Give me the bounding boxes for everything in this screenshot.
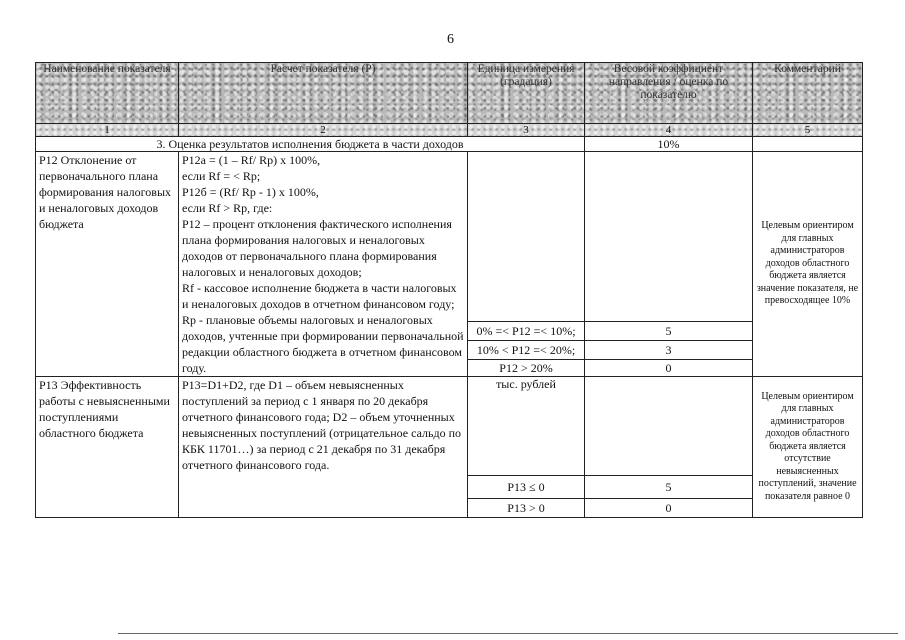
p12-row [36, 152, 863, 322]
col-number: 3 [468, 124, 585, 137]
header-calculation: Расчет показателя (Р) [179, 63, 468, 124]
p12-grade-range: Р12 > 20% [468, 360, 585, 377]
header-indicator-name: Наименование показателя [36, 63, 179, 124]
col-number: 4 [585, 124, 753, 137]
p12-unit-empty [468, 152, 585, 322]
p13-grade-score: 5 [585, 476, 753, 499]
header-comment: Комментарий [753, 63, 863, 124]
p12-calc-line: Р12а = (1 – Rf/ Rp) х 100%, [182, 153, 321, 167]
p12-calc-line: Р12б = (Rf/ Rp - 1) х 100%, [182, 185, 319, 199]
p12-calc-line: Rf - кассовое исполнение бюджета в части налоговых и неналоговых доходов в отчетном финансовом году; [182, 281, 457, 311]
p13-unit: тыс. рублей [468, 377, 585, 476]
p12-grade-score: 5 [585, 322, 753, 341]
p13-calculation: Р13=D1+D2, где D1 – объем невыясненных поступлений за период с 1 января по 20 декабря отчетного финансового года; D2 – объем уточненных невыясненных поступлений (отрицательное сальдо по КБК 11701…) за период с 21 декабря по 31 декабря отчетного финансового года. [179, 377, 468, 518]
p13-grade-score: 0 [585, 499, 753, 518]
section-row [36, 137, 863, 152]
header-weight: Весовой коэффициент направления / оценка по показателю [585, 63, 753, 124]
header-row [36, 63, 863, 124]
p13-score-empty [585, 377, 753, 476]
p12-calculation [179, 152, 468, 377]
p13-grade-range: Р13 > 0 [468, 499, 585, 518]
col-number: 1 [36, 124, 179, 137]
section-weight: 10% [585, 137, 753, 152]
p12-grade-score: 3 [585, 341, 753, 360]
column-number-row [36, 124, 863, 137]
p12-calc-line: Rp - плановые объемы налоговых и неналоговых доходов, учтенные при формировании первоначальной редакции областного бюджета в отчетном финансовом году. [182, 313, 464, 375]
p12-name: Р12 Отклонение от первоначального плана формирования налоговых и неналоговых доходов бюджета [36, 152, 179, 377]
col-number: 5 [753, 124, 863, 137]
p12-grade-range: 0% =< Р12 =< 10%; [468, 322, 585, 341]
page-bottom-line [118, 633, 898, 634]
section-empty [753, 137, 863, 152]
p12-calc-line: если Rf = < Rp; [182, 169, 261, 183]
p12-score-empty [585, 152, 753, 322]
p13-name: Р13 Эффективность работы с невыясненными поступлениями областного бюджета [36, 377, 179, 518]
p12-calc-line: Р12 – процент отклонения фактического исполнения плана формирования налоговых и неналоговых доходов от первоначального плана формирования налоговых и неналоговых доходов; [182, 217, 452, 279]
p13-grade-range: Р13 ≤ 0 [468, 476, 585, 499]
p12-grade-range: 10% < Р12 =< 20%; [468, 341, 585, 360]
page-number: 6 [447, 32, 454, 47]
col-number: 2 [179, 124, 468, 137]
section-title: 3. Оценка результатов исполнения бюджета в части доходов [36, 137, 585, 152]
p13-comment: Целевым ориентиром для главных администраторов доходов областного бюджета является отсутствие невыясненных поступлений, значение показателя равное 0 [753, 377, 863, 518]
indicators-table [35, 62, 863, 518]
p12-calc-line: если Rf > Rp, где: [182, 201, 273, 215]
p13-row [36, 377, 863, 476]
header-unit: Единица измерения (градация) [468, 63, 585, 124]
p12-comment: Целевым ориентиром для главных администраторов доходов областного бюджета является значение показателя, не превосходящее 10% [753, 152, 863, 377]
p12-grade-score: 0 [585, 360, 753, 377]
